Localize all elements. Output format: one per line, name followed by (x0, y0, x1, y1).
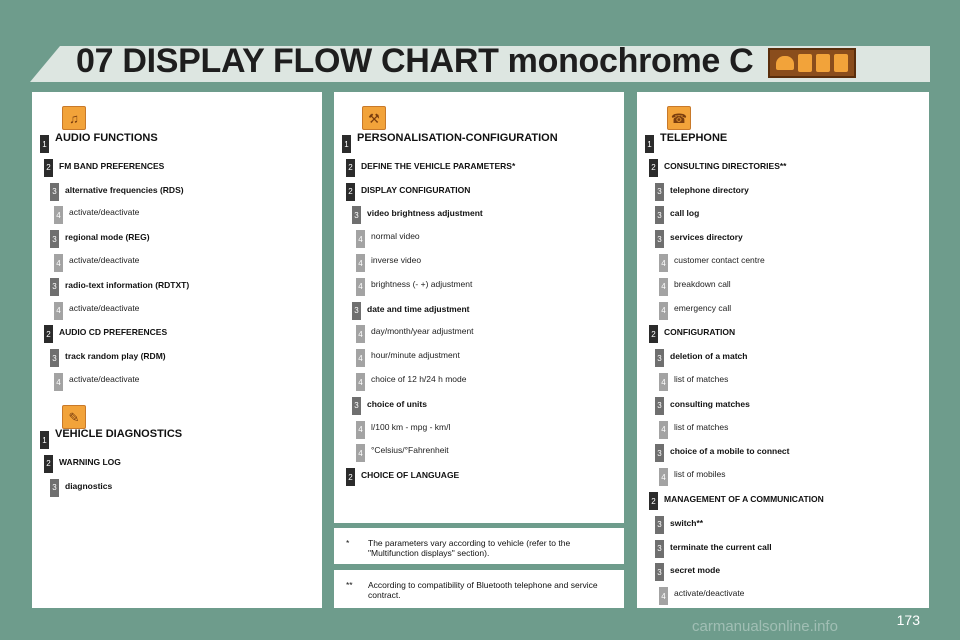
level-badge: 2 (44, 325, 53, 343)
level-badge: 4 (356, 373, 365, 391)
level-badge: 2 (346, 159, 355, 177)
level-badge: 4 (356, 349, 365, 367)
flow-item-label: telephone directory (670, 184, 749, 195)
flow-item-label: activate/deactivate (69, 255, 140, 265)
footnote-text: The parameters vary according to vehicle (refer to the "Multifunction displays" section). (368, 538, 571, 558)
flow-item-label: MANAGEMENT OF A COMMUNICATION (664, 494, 824, 504)
flow-item-label: deletion of a match (670, 351, 748, 362)
flow-item-label: date and time adjustment (367, 303, 470, 314)
level-badge: 3 (50, 183, 59, 201)
level-badge: 4 (54, 254, 63, 272)
flow-item-label: terminate the current call (670, 541, 772, 552)
footnote-text: According to compatibility of Bluetooth telephone and service contract. (368, 580, 598, 600)
level-badge: 2 (44, 159, 53, 177)
footnote-panel-2 (334, 570, 624, 608)
level-badge: 2 (346, 468, 355, 486)
flow-item-label: activate/deactivate (674, 588, 745, 599)
phone-icon (834, 54, 848, 72)
level-badge: 1 (645, 135, 654, 153)
flow-item-label: secret mode (670, 565, 721, 576)
flow-item-label: FM BAND PREFERENCES (59, 160, 165, 171)
level-badge: 3 (655, 349, 664, 367)
level-badge: 2 (649, 325, 658, 343)
flow-item-label: brightness (- +) adjustment (371, 278, 473, 289)
level-badge: 3 (655, 563, 664, 581)
footnote-mark: * (346, 538, 350, 548)
flow-item-label: inverse video (371, 255, 422, 265)
footnote-panel-1 (334, 528, 624, 564)
flow-item-label: alternative frequencies (RDS) (65, 184, 184, 195)
flow-item-label: °Celsius/°Fahrenheit (371, 445, 449, 456)
flow-item-label: l/100 km - mpg - km/l (371, 421, 451, 432)
flow-item-label: hour/minute adjustment (371, 350, 460, 361)
flow-item-label: call log (670, 208, 700, 219)
flow-item-label: diagnostics (65, 480, 113, 491)
flow-item-label: CONFIGURATION (664, 327, 736, 338)
flow-item-label: normal video (371, 231, 420, 242)
level-badge: 3 (655, 516, 664, 534)
level-badge: 4 (659, 587, 668, 605)
level-badge: 4 (356, 230, 365, 248)
level-badge: 2 (649, 492, 658, 510)
wrench-icon: ✎ (62, 405, 86, 429)
flow-item-label: switch** (670, 517, 704, 528)
flow-item-label: list of matches (674, 421, 729, 432)
level-badge: 4 (659, 421, 668, 439)
level-badge: 3 (352, 397, 361, 415)
level-badge: 4 (54, 373, 63, 391)
flow-item-label: track random play (RDM) (65, 351, 166, 362)
flow-item-label: customer contact centre (674, 255, 765, 265)
flow-item-label: activate/deactivate (69, 302, 140, 313)
personalisation-panel (334, 92, 624, 523)
flow-item-label: choice of a mobile to connect (670, 446, 790, 457)
level-badge: 4 (356, 254, 365, 272)
level-badge: 3 (50, 479, 59, 497)
audio-icon: ♫ (62, 106, 86, 130)
flow-item-label: list of mobiles (674, 469, 726, 480)
flow-item-label: consulting matches (670, 398, 750, 409)
level-badge: 4 (659, 278, 668, 296)
level-badge: 4 (356, 444, 365, 462)
flow-item-label: services directory (670, 232, 743, 243)
flow-item-label: CONSULTING DIRECTORIES** (664, 160, 787, 171)
flow-item-label: emergency call (674, 302, 732, 313)
wrench-icon (816, 54, 830, 72)
flow-item-label: activate/deactivate (69, 207, 140, 218)
level-badge: 3 (655, 183, 664, 201)
page-title: 07 DISPLAY FLOW CHART monochrome C (76, 42, 754, 80)
flow-item-label: PERSONALISATION-CONFIGURATION (357, 132, 558, 144)
level-badge: 1 (342, 135, 351, 153)
flow-item-label: WARNING LOG (59, 456, 121, 467)
menu-icons-strip (768, 48, 856, 78)
level-badge: 4 (54, 206, 63, 224)
page-number: 173 (896, 612, 920, 628)
flow-item-label: regional mode (REG) (65, 232, 150, 243)
flow-item-label: DEFINE THE VEHICLE PARAMETERS* (361, 160, 516, 171)
flow-item-label: CHOICE OF LANGUAGE (361, 470, 460, 481)
level-badge: 4 (659, 468, 668, 486)
flow-item-label: TELEPHONE (660, 132, 728, 144)
level-badge: 4 (356, 278, 365, 296)
flow-item-label: choice of 12 h/24 h mode (371, 374, 467, 384)
tools-icon (798, 54, 812, 72)
level-badge: 2 (649, 159, 658, 177)
watermark: carmanualsonline.info (692, 618, 838, 635)
level-badge: 4 (659, 254, 668, 272)
flow-item-label: VEHICLE DIAGNOSTICS (55, 428, 183, 440)
level-badge: 3 (352, 206, 361, 224)
level-badge: 4 (356, 325, 365, 343)
flow-item-label: day/month/year adjustment (371, 326, 474, 337)
level-badge: 3 (655, 206, 664, 224)
footnote-mark: ** (346, 580, 353, 590)
telephone-panel (637, 92, 929, 608)
level-badge: 3 (50, 230, 59, 248)
level-badge: 3 (352, 302, 361, 320)
level-badge: 3 (655, 230, 664, 248)
level-badge: 2 (44, 455, 53, 473)
level-badge: 4 (356, 421, 365, 439)
level-badge: 3 (50, 349, 59, 367)
tools-icon: ⚒ (362, 106, 386, 130)
flow-item-label: list of matches (674, 374, 729, 384)
level-badge: 3 (655, 444, 664, 462)
flow-item-label: AUDIO FUNCTIONS (55, 132, 158, 144)
flow-item-label: AUDIO CD PREFERENCES (59, 327, 168, 338)
flow-item-label: DISPLAY CONFIGURATION (361, 184, 471, 195)
flow-item-label: choice of units (367, 398, 427, 409)
flow-item-label: radio-text information (RDTXT) (65, 279, 190, 290)
phone-icon: ☎ (667, 106, 691, 130)
flow-item-label: video brightness adjustment (367, 208, 483, 219)
flow-item-label: activate/deactivate (69, 374, 140, 384)
level-badge: 3 (655, 540, 664, 558)
level-badge: 4 (54, 302, 63, 320)
level-badge: 4 (659, 302, 668, 320)
level-badge: 4 (659, 373, 668, 391)
audio-panel (32, 92, 322, 608)
level-badge: 1 (40, 135, 49, 153)
level-badge: 2 (346, 183, 355, 201)
level-badge: 3 (50, 278, 59, 296)
flow-item-label: breakdown call (674, 278, 731, 289)
audio-icon (776, 56, 794, 70)
level-badge: 3 (655, 397, 664, 415)
level-badge: 1 (40, 431, 49, 449)
